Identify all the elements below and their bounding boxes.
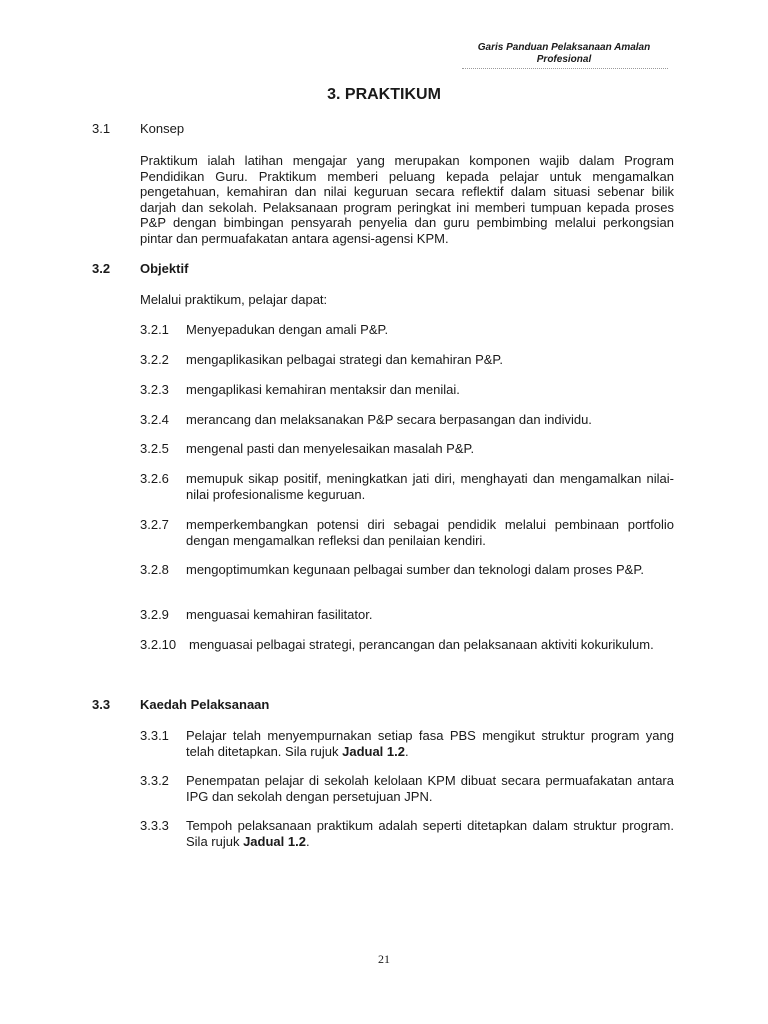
list-item-number: 3.2.8 [140, 562, 169, 577]
section-body-konsep: Praktikum ialah latihan mengajar yang merupakan komponen wajib dalam Program Pendidikan Guru. Praktikum memberi peluang kepada pelajar untuk mengamalkan pengetahuan, kemahiran dan nilai keguruan secara reflektif dalam situasi sebenar bilik darjah dan sekolah. Pelaksanaan program peringkat ini memberi tumpuan kepada proses P&P dengan bimbingan pensyarah penyelia dan guru pembimbing melalui perkongsian pintar dan permuafakatan antara agensi-agensi KPM. [140, 153, 674, 246]
list-item-text: Penempatan pelajar di sekolah kelolaan KPM dibuat secara permuafakatan antara IPG dan sekolah dengan persetujuan JPN. [186, 773, 674, 804]
section-number-3-1: 3.1 [92, 121, 111, 136]
section-number-3-2: 3.2 [92, 261, 111, 276]
list-item-text: menguasai pelbagai strategi, perancangan dan pelaksanaan aktiviti kokurikulum. [189, 637, 654, 652]
list-item-text: mengoptimumkan kegunaan pelbagai sumber dan teknologi dalam proses P&P. [186, 562, 644, 577]
list-item-number: 3.2.3 [140, 382, 169, 397]
running-header-line2: Profesional [536, 54, 592, 65]
list-item-text: mengaplikasi kemahiran mentaksir dan menilai. [186, 382, 460, 397]
section-heading-konsep: Konsep [140, 121, 185, 136]
list-item-text-end: . [305, 833, 310, 849]
header-rule [462, 68, 668, 69]
list-item-number: 3.3.3 [140, 818, 169, 833]
list-item-number: 3.2.6 [140, 471, 169, 486]
list-item-number: 3.2.9 [140, 607, 169, 622]
running-header-line1: Garis Panduan Pelaksanaan Amalan [477, 42, 651, 53]
section-number-3-3: 3.3 [92, 697, 111, 712]
list-item-number: 3.2.10 [140, 637, 177, 652]
list-item-text: memupuk sikap positif, meningkatkan jati diri, menghayati dan mengamalkan nilai-nilai profesionalisme keguruan. [186, 471, 674, 502]
list-item-text [186, 728, 674, 759]
table-reference: Jadual 1.2 [342, 743, 405, 759]
list-item-text-end: . [404, 743, 409, 759]
list-item-number: 3.2.1 [140, 322, 169, 337]
list-item-number: 3.2.5 [140, 441, 169, 456]
list-item-text: memperkembangkan potensi diri sebagai pendidik melalui pembinaan portfolio dengan mengamalkan refleksi dan penilaian kendiri. [186, 517, 674, 548]
list-item-text: menguasai kemahiran fasilitator. [186, 607, 373, 622]
list-item-text: mengaplikasikan pelbagai strategi dan kemahiran P&P. [186, 352, 504, 367]
list-item-number: 3.2.7 [140, 517, 169, 532]
list-item-text: mengenal pasti dan menyelesaikan masalah P&P. [186, 441, 475, 456]
section-heading-objektif: Objektif [140, 261, 189, 276]
list-item-number: 3.2.4 [140, 412, 169, 427]
page-title: 3. PRAKTIKUM [327, 86, 441, 103]
list-item-number: 3.3.2 [140, 773, 169, 788]
list-item-text: Menyepadukan dengan amali P&P. [186, 322, 389, 337]
list-item-number: 3.2.2 [140, 352, 169, 367]
list-item-text [186, 818, 674, 849]
section-heading-kaedah-pelaksanaan: Kaedah Pelaksanaan [140, 697, 270, 712]
list-item-text-body: Tempoh pelaksanaan praktikum adalah seperti ditetapkan dalam struktur program. Sila rujuk [186, 818, 674, 849]
list-item-number: 3.3.1 [140, 728, 169, 743]
list-item-text: merancang dan melaksanakan P&P secara berpasangan dan individu. [186, 412, 592, 427]
table-reference: Jadual 1.2 [243, 833, 306, 849]
list-item-text-body: Pelajar telah menyempurnakan setiap fasa PBS mengikut struktur program yang telah ditetapkan. Sila rujuk [186, 728, 674, 759]
page-number: 21 [378, 952, 390, 966]
section-intro-objektif: Melalui praktikum, pelajar dapat: [140, 292, 328, 307]
running-header [454, 42, 674, 66]
